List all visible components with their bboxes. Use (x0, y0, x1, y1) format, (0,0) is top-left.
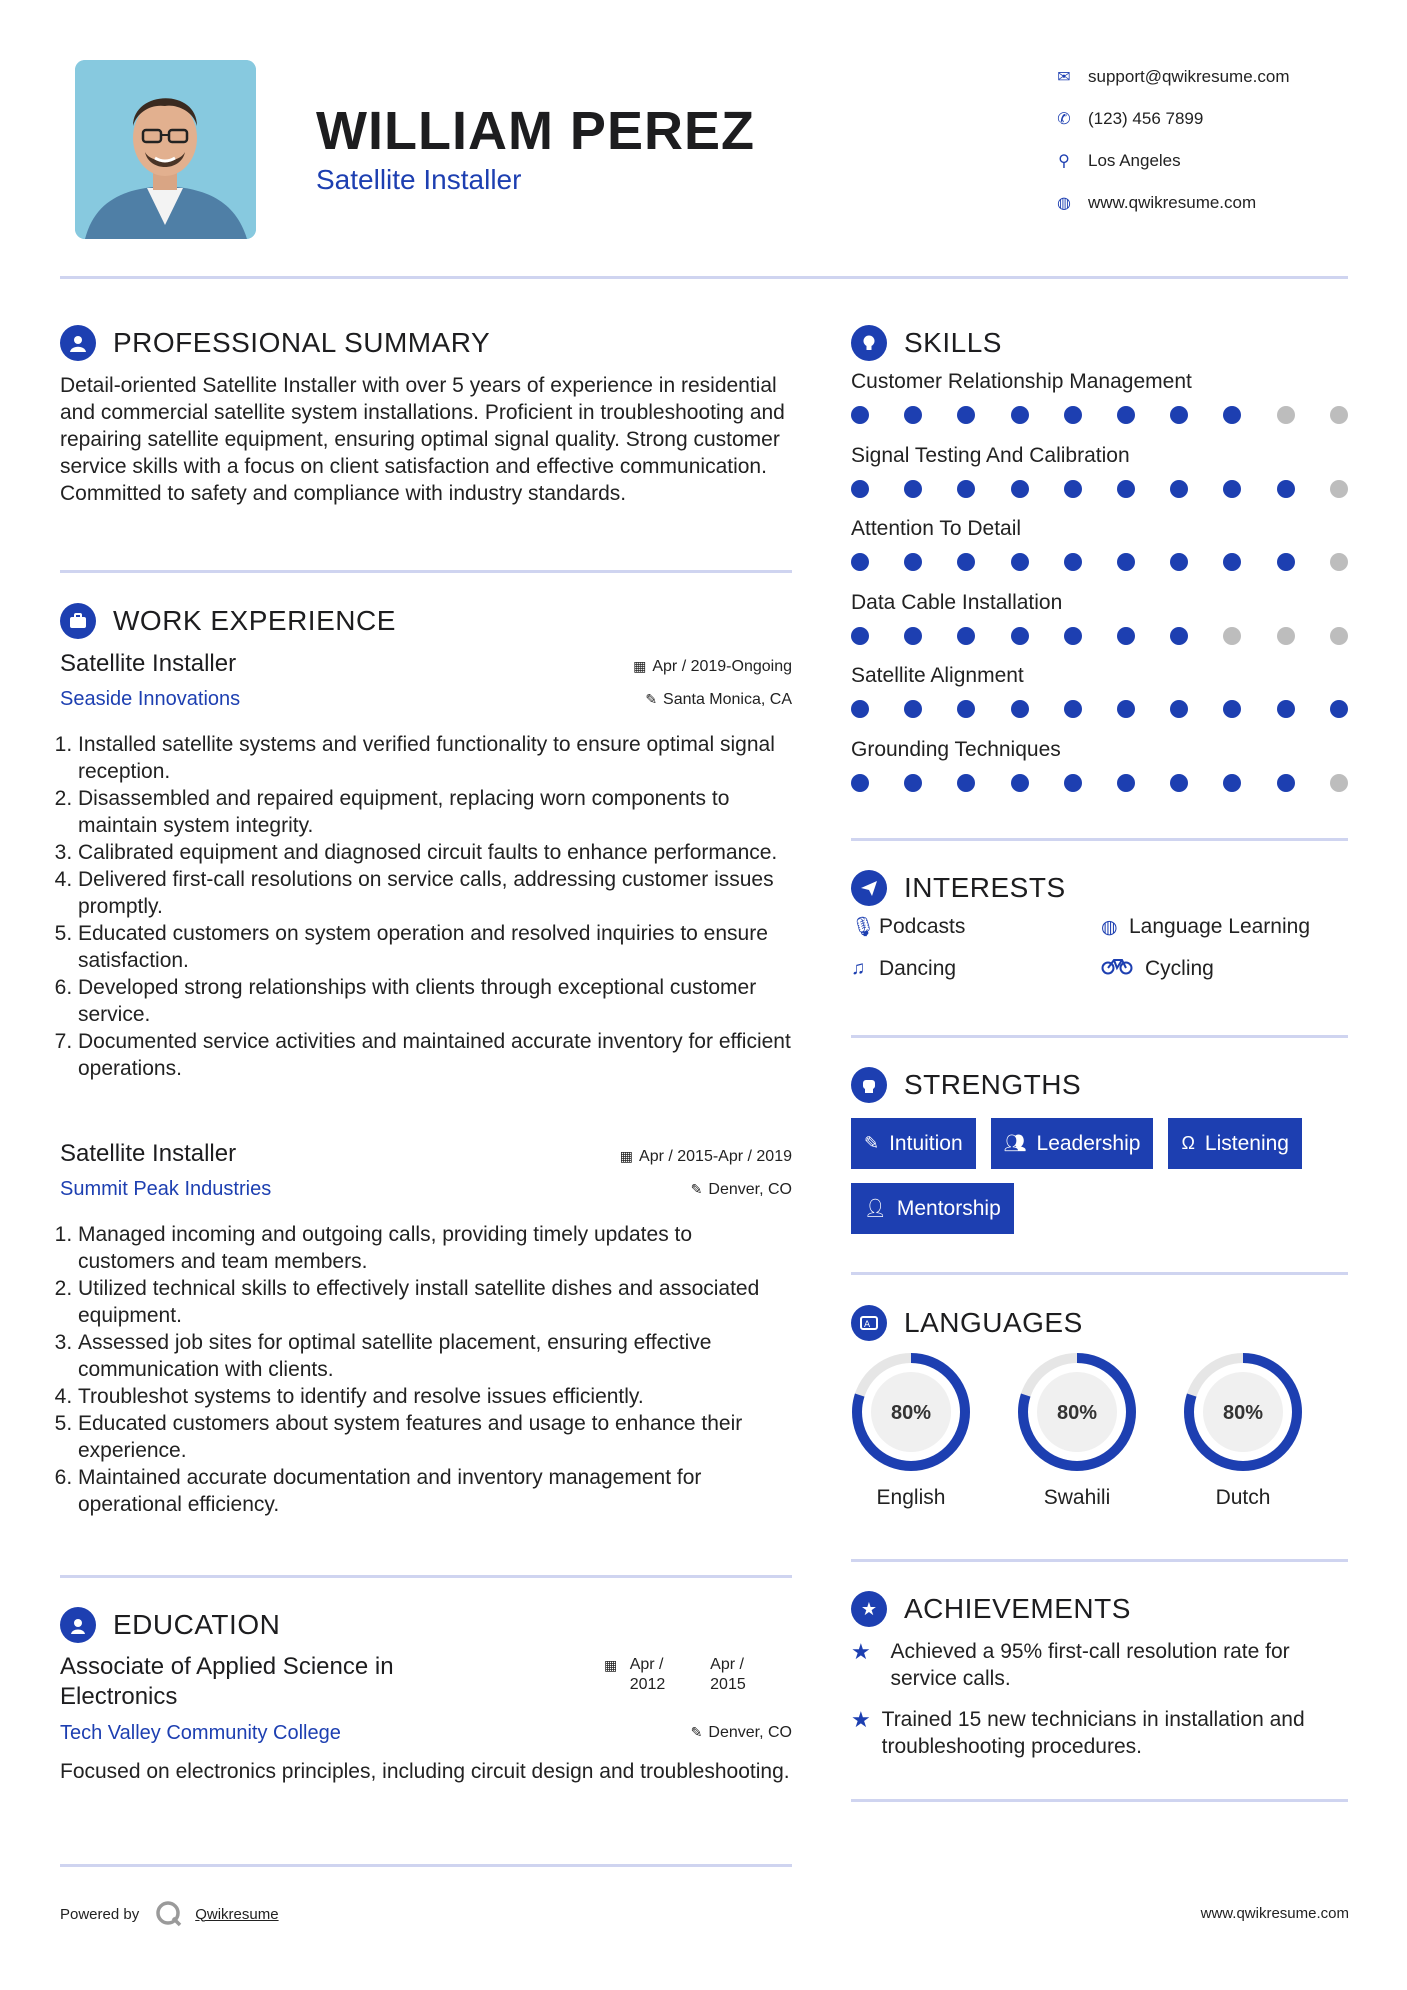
language-progress-ring (1181, 1350, 1305, 1474)
rating-dot-filled (1064, 553, 1082, 571)
contact-website[interactable] (1050, 182, 1380, 224)
language-item (1181, 1350, 1305, 1510)
candidate-title: Satellite Installer (316, 164, 522, 195)
job-date-text: Apr / 2019-Ongoing (652, 658, 792, 675)
rating-dot-filled (1223, 700, 1241, 718)
rating-dot-filled (1117, 774, 1135, 792)
rating-dot-filled (1330, 700, 1348, 718)
calendar-icon: ▦ (633, 658, 647, 674)
rating-dot-filled (1064, 406, 1082, 424)
language-name: Dutch (1215, 1486, 1271, 1509)
language-name: English (876, 1486, 946, 1509)
microphone-icon: 🎙︎ (851, 917, 876, 938)
calendar-icon: ▦ (604, 1657, 618, 1673)
achievement-text: Achieved a 95% first-call resolution rate for service calls. (890, 1640, 1290, 1690)
skill-name: Grounding Techniques (851, 737, 1061, 761)
work-heading (60, 603, 396, 639)
rating-dot-filled (851, 553, 869, 571)
rating-dot-filled (1277, 774, 1295, 792)
strength-label: Leadership (1036, 1131, 1141, 1155)
powered-by-text: Powered by (60, 1905, 140, 1923)
skill-item (851, 738, 1351, 812)
rating-dot-filled (1170, 774, 1188, 792)
job-bullets (78, 1221, 792, 1518)
school-name: Tech Valley Community College (60, 1722, 341, 1744)
rating-dot-filled (957, 553, 975, 571)
list-item: 6. Maintained accurate documentation and inventory management for operational efficiency. (78, 1464, 792, 1518)
job-date-text: Apr / 2015-Apr / 2019 (639, 1148, 792, 1165)
degree-title: Associate of Applied Science in Electronics (60, 1653, 394, 1710)
skill-rating (851, 553, 1351, 571)
language-icon (851, 1305, 887, 1341)
education-start-date: Apr / 2012 (629, 1656, 666, 1693)
language-progress-ring (1015, 1350, 1139, 1474)
achievement-text: Trained 15 new technicians in installation and troubleshooting procedures. (881, 1708, 1305, 1758)
rating-dot-filled (904, 553, 922, 571)
magic-wand-icon: ✎ (864, 1133, 880, 1153)
rating-dot-filled (1277, 700, 1295, 718)
rating-dot-filled (1117, 553, 1135, 571)
list-item: 7. Documented service activities and maintained accurate inventory for efficient operations. (78, 1028, 792, 1082)
rating-dot-filled (1170, 553, 1188, 571)
language-item (1015, 1350, 1139, 1510)
graduation-cap-icon (60, 1607, 96, 1643)
strength-tag (851, 1118, 976, 1169)
job-location-text: Denver, CO (708, 1181, 792, 1198)
skill-item (851, 664, 1351, 738)
skill-rating (851, 627, 1351, 645)
rating-dot-filled (1223, 774, 1241, 792)
contact-phone[interactable] (1050, 98, 1380, 140)
skill-item (851, 591, 1351, 665)
achievement-item (851, 1638, 1351, 1692)
job-location (691, 1181, 792, 1199)
location-text: Los Angeles (1088, 151, 1181, 170)
rating-dot-filled (1064, 774, 1082, 792)
bicycle-icon (1101, 957, 1145, 981)
rating-dot-filled (1117, 480, 1135, 498)
rating-dot-filled (851, 774, 869, 792)
skills-heading (851, 325, 1002, 361)
skill-name: Signal Testing And Calibration (851, 443, 1130, 467)
music-note-icon: ♫ (851, 958, 866, 979)
education-location (691, 1724, 792, 1742)
pin-icon: ✎ (690, 1181, 703, 1197)
website-text: www.qwikresume.com (1088, 193, 1257, 212)
rating-dot-filled (1117, 627, 1135, 645)
rating-dot-filled (957, 480, 975, 498)
rating-dot-filled (957, 774, 975, 792)
skill-rating (851, 774, 1351, 792)
rating-dot-filled (904, 774, 922, 792)
skills-heading-text: SKILLS (904, 327, 1002, 358)
list-item: 1. Managed incoming and outgoing calls, providing timely updates to customers and team members. (78, 1221, 792, 1275)
list-item: 1. Installed satellite systems and verified functionality to ensure optimal signal reception. (78, 731, 792, 785)
rating-dot-filled (1170, 700, 1188, 718)
achievements-heading-text: ACHIEVEMENTS (904, 1593, 1131, 1624)
rating-dot-filled (957, 627, 975, 645)
interest-label: Podcasts (879, 915, 966, 938)
skill-rating (851, 480, 1351, 498)
achievements-heading (851, 1591, 1131, 1627)
list-item: 4. Delivered first-call resolutions on service calls, addressing customer issues promptly. (78, 866, 792, 920)
languages-divider (851, 1559, 1348, 1562)
rating-dot-filled (1117, 700, 1135, 718)
rating-dot-empty (1277, 627, 1295, 645)
rating-dot-filled (1064, 480, 1082, 498)
strengths-heading (851, 1067, 1081, 1103)
interest-item (851, 915, 1101, 939)
rating-dot-filled (1117, 406, 1135, 424)
achievements-divider (851, 1799, 1348, 1802)
list-item: 5. Educated customers about system features and usage to enhance their experience. (78, 1410, 792, 1464)
rating-dot-filled (1170, 480, 1188, 498)
strengths-divider (851, 1272, 1348, 1275)
interest-item (1101, 915, 1361, 939)
strength-label: Listening (1204, 1131, 1289, 1155)
rating-dot-empty (1330, 627, 1348, 645)
education-divider (60, 1864, 792, 1867)
pin-icon: ✎ (690, 1724, 703, 1740)
education-description: Focused on electronics principles, including circuit design and troubleshooting. (60, 1760, 790, 1783)
interest-item (851, 957, 1101, 981)
rating-dot-filled (1170, 627, 1188, 645)
skill-name: Customer Relationship Management (851, 370, 1192, 393)
header-divider (60, 276, 1348, 279)
pin-icon: ✎ (645, 691, 658, 707)
rating-dot-filled (851, 700, 869, 718)
rating-dot-filled (904, 406, 922, 424)
education-end-date: Apr / 2015 (710, 1656, 746, 1693)
candidate-name: WILLIAM PEREZ (316, 101, 755, 161)
rating-dot-filled (904, 480, 922, 498)
rating-dot-empty (1330, 774, 1348, 792)
strength-label: Intuition (889, 1131, 963, 1155)
rating-dot-filled (957, 406, 975, 424)
job-company: Summit Peak Industries (60, 1178, 272, 1200)
rating-dot-filled (1223, 553, 1241, 571)
skill-item (851, 370, 1351, 444)
list-item: 6. Developed strong relationships with clients through exceptional customer service. (78, 974, 792, 1028)
phone-icon: ✆ (1057, 111, 1071, 128)
briefcase-icon (60, 603, 96, 639)
interest-item (1101, 957, 1361, 981)
language-percent: 80% (1056, 1402, 1098, 1424)
languages-heading (851, 1305, 1083, 1341)
rating-dot-empty (1223, 627, 1241, 645)
rating-dot-filled (904, 627, 922, 645)
lightbulb-icon (851, 325, 887, 361)
education-location-text: Denver, CO (708, 1724, 792, 1741)
contact-email[interactable] (1050, 56, 1380, 98)
map-pin-icon: ⚲ (1058, 153, 1070, 170)
rating-dot-filled (1277, 480, 1295, 498)
interests-divider (851, 1035, 1348, 1038)
job-title: Satellite Installer (60, 650, 237, 677)
calendar-icon: ▦ (619, 1148, 634, 1164)
skill-rating (851, 406, 1351, 424)
footer-url[interactable]: www.qwikresume.com (1200, 1905, 1349, 1922)
contact-block (1050, 56, 1380, 224)
rating-dot-filled (1170, 406, 1188, 424)
rating-dot-filled (851, 480, 869, 498)
interests-heading (851, 870, 1066, 906)
rating-dot-filled (1011, 774, 1029, 792)
work-divider (60, 1575, 792, 1578)
achievement-item (851, 1706, 1351, 1760)
list-item: 5. Educated customers on system operation and resolved inquiries to ensure satisfaction. (78, 920, 792, 974)
rating-dot-empty (1277, 406, 1295, 424)
rating-dot-filled (851, 406, 869, 424)
contact-location (1050, 140, 1380, 182)
job-location (645, 691, 792, 709)
education-heading-text: EDUCATION (113, 1609, 281, 1640)
star-badge-icon: ★ (851, 1591, 887, 1627)
list-item: 3. Calibrated equipment and diagnosed circuit faults to enhance performance. (78, 839, 792, 866)
skill-item (851, 444, 1351, 518)
work-heading-text: WORK EXPERIENCE (113, 605, 396, 636)
rating-dot-filled (1011, 406, 1029, 424)
education-heading (60, 1607, 280, 1643)
summary-heading-text: PROFESSIONAL SUMMARY (113, 327, 491, 358)
skill-name: Attention To Detail (851, 517, 1022, 540)
globe-icon: ◍ (1101, 916, 1118, 938)
interest-label: Dancing (879, 957, 957, 980)
job-date (633, 658, 792, 676)
job-location-text: Santa Monica, CA (663, 691, 792, 708)
star-icon: ★ (851, 1639, 871, 1664)
rating-dot-empty (1330, 406, 1348, 424)
rating-dot-filled (1277, 553, 1295, 571)
list-item: 4. Troubleshot systems to identify and resolve issues efficiently. (78, 1383, 792, 1410)
job-title: Satellite Installer (60, 1140, 237, 1167)
interests-heading-text: INTERESTS (904, 872, 1066, 903)
rating-dot-filled (1064, 627, 1082, 645)
summary-divider (60, 570, 792, 573)
interest-label: Cycling (1145, 957, 1214, 980)
strength-tag (1168, 1118, 1302, 1169)
rating-dot-filled (904, 700, 922, 718)
qwikresume-logo-icon (155, 1900, 183, 1928)
job-company: Seaside Innovations (60, 688, 241, 710)
language-progress-ring (849, 1350, 973, 1474)
rating-dot-filled (1011, 627, 1029, 645)
envelope-icon: ✉ (1057, 69, 1071, 86)
job-bullets (78, 731, 792, 1082)
rating-dot-empty (1330, 553, 1348, 571)
qwikresume-link[interactable]: Qwikresume (195, 1905, 279, 1923)
email-text: support@qwikresume.com (1088, 67, 1290, 86)
rating-dot-filled (1223, 406, 1241, 424)
headphones-icon: Ω (1181, 1133, 1195, 1153)
paper-plane-icon (851, 870, 887, 906)
skill-name: Satellite Alignment (851, 664, 1024, 687)
strength-label: Mentorship (896, 1196, 1001, 1220)
interest-label: Language Learning (1129, 915, 1311, 938)
globe-icon: ◍ (1057, 195, 1071, 212)
fist-icon (851, 1067, 887, 1103)
users-icon: 👥︎ (1003, 1133, 1027, 1153)
strength-tag (851, 1183, 1014, 1234)
skill-name: Data Cable Installation (851, 590, 1063, 614)
list-item: 2. Utilized technical skills to effectively install satellite dishes and associated equipment. (78, 1275, 792, 1329)
interests-list (851, 915, 1361, 981)
job-entry-1 (60, 650, 792, 1082)
language-percent: 80% (890, 1402, 932, 1424)
user-plus-icon: 👤︎ (864, 1198, 887, 1218)
strengths-list (851, 1118, 1361, 1248)
education-dates (604, 1655, 770, 1695)
rating-dot-filled (1011, 480, 1029, 498)
svg-text:A: A (864, 1320, 871, 1330)
strength-tag (991, 1118, 1154, 1169)
job-entry-2 (60, 1140, 792, 1518)
strengths-heading-text: STRENGTHS (904, 1069, 1082, 1100)
skill-rating (851, 700, 1351, 718)
language-percent: 80% (1222, 1402, 1264, 1424)
user-icon (60, 325, 96, 361)
list-item: 3. Assessed job sites for optimal satellite placement, ensuring effective communication with clients. (78, 1329, 792, 1383)
profile-photo (75, 60, 256, 239)
languages-heading-text: LANGUAGES (904, 1307, 1083, 1338)
rating-dot-filled (1223, 480, 1241, 498)
footer-powered-by (60, 1900, 279, 1928)
job-date (620, 1148, 792, 1166)
phone-text: (123) 456 7899 (1088, 109, 1204, 128)
rating-dot-filled (851, 627, 869, 645)
language-item (849, 1350, 973, 1510)
rating-dot-filled (1011, 553, 1029, 571)
skill-item (851, 517, 1351, 591)
summary-heading (60, 325, 490, 361)
rating-dot-filled (1011, 700, 1029, 718)
star-icon: ★ (851, 1707, 871, 1732)
rating-dot-empty (1330, 480, 1348, 498)
rating-dot-filled (1064, 700, 1082, 718)
list-item: 2. Disassembled and repaired equipment, replacing worn components to maintain system integrity. (78, 785, 792, 839)
skills-list (851, 370, 1351, 811)
language-name: Swahili (1043, 1486, 1111, 1509)
skills-divider (851, 838, 1348, 841)
summary-text: Detail-oriented Satellite Installer with over 5 years of experience in residential and commercial satellite system installations. Proficient in troubleshooting and repairing satellite equipment, ensuring optimal signal quality. Strong customer service skills with a focus on client satisfaction and effective communication. Committed to safety and compliance with industry standards. (60, 374, 785, 505)
rating-dot-filled (957, 700, 975, 718)
